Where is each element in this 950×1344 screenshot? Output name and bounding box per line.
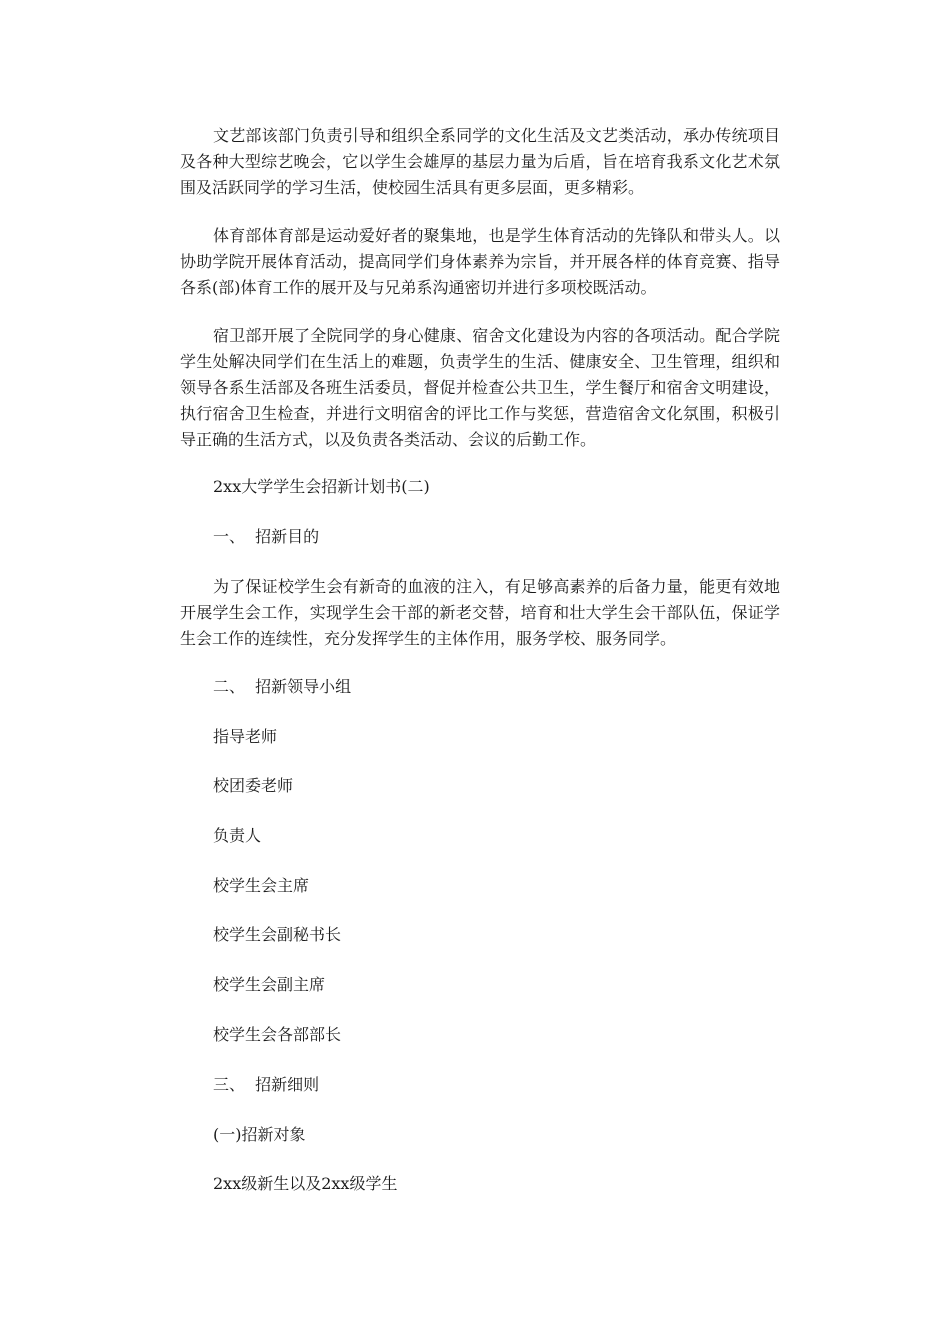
plan-title: 2xx大学学生会招新计划书(二): [213, 477, 430, 496]
leader-item: 负责人: [213, 826, 262, 845]
paragraph-purpose: 为了保证校学生会有新奇的血液的注入，有足够高素养的后备力量，能更有效地开展学生会工作，实现学生会干部的新老交替，培育和壮大学生会干部队伍，保证学生会工作的连续性，充分发挥学生的主体作用，服务学校、服务同学。: [180, 577, 780, 648]
section-heading-rules: 三、 招新细则: [213, 1075, 320, 1094]
section-heading-leadership: 二、 招新领导小组: [213, 677, 352, 696]
leader-item: 校团委老师: [213, 776, 294, 795]
leader-item: 校学生会主席: [213, 876, 310, 895]
paragraph-arts-dept: 文艺部该部门负责引导和组织全系同学的文化生活及文艺类活动，承办传统项目及各种大型综艺晚会，它以学生会雄厚的基层力量为后盾，旨在培育我系文化艺术氛围及活跃同学的学习生活，使校园生活具有更多层面，更多精彩。: [180, 126, 780, 197]
leader-item: 校学生会副秘书长: [213, 925, 342, 944]
paragraph-sports-dept: 体育部体育部是运动爱好者的聚集地，也是学生体育活动的先锋队和带头人。以协助学院开展体育活动，提高同学们身体素养为宗旨，并开展各样的体育竞赛、指导各系(部)体育工作的展开及与兄弟系沟通密切并进行多项校既活动。: [180, 226, 780, 297]
section-heading-purpose: 一、 招新目的: [213, 527, 320, 546]
leader-item: 校学生会副主席: [213, 975, 326, 994]
paragraph-dorm-dept: 宿卫部开展了全院同学的身心健康、宿舍文化建设为内容的各项活动。配合学院学生处解决同学们在生活上的难题，负责学生的生活、健康安全、卫生管理，组织和领导各系生活部及各班生活委员，督促并检查公共卫生，学生餐厅和宿舍文明建设，执行宿舍卫生检查，并进行文明宿舍的评比工作与奖惩，营造宿舍文化氛围，积极引导正确的生活方式，以及负责各类活动、会议的后勤工作。: [180, 326, 780, 449]
leader-item: 校学生会各部部长: [213, 1025, 342, 1044]
targets-text: 2xx级新生以及2xx级学生: [213, 1174, 398, 1193]
leader-item: 指导老师: [213, 727, 278, 746]
subsection-heading-targets: (一)招新对象: [213, 1125, 306, 1144]
